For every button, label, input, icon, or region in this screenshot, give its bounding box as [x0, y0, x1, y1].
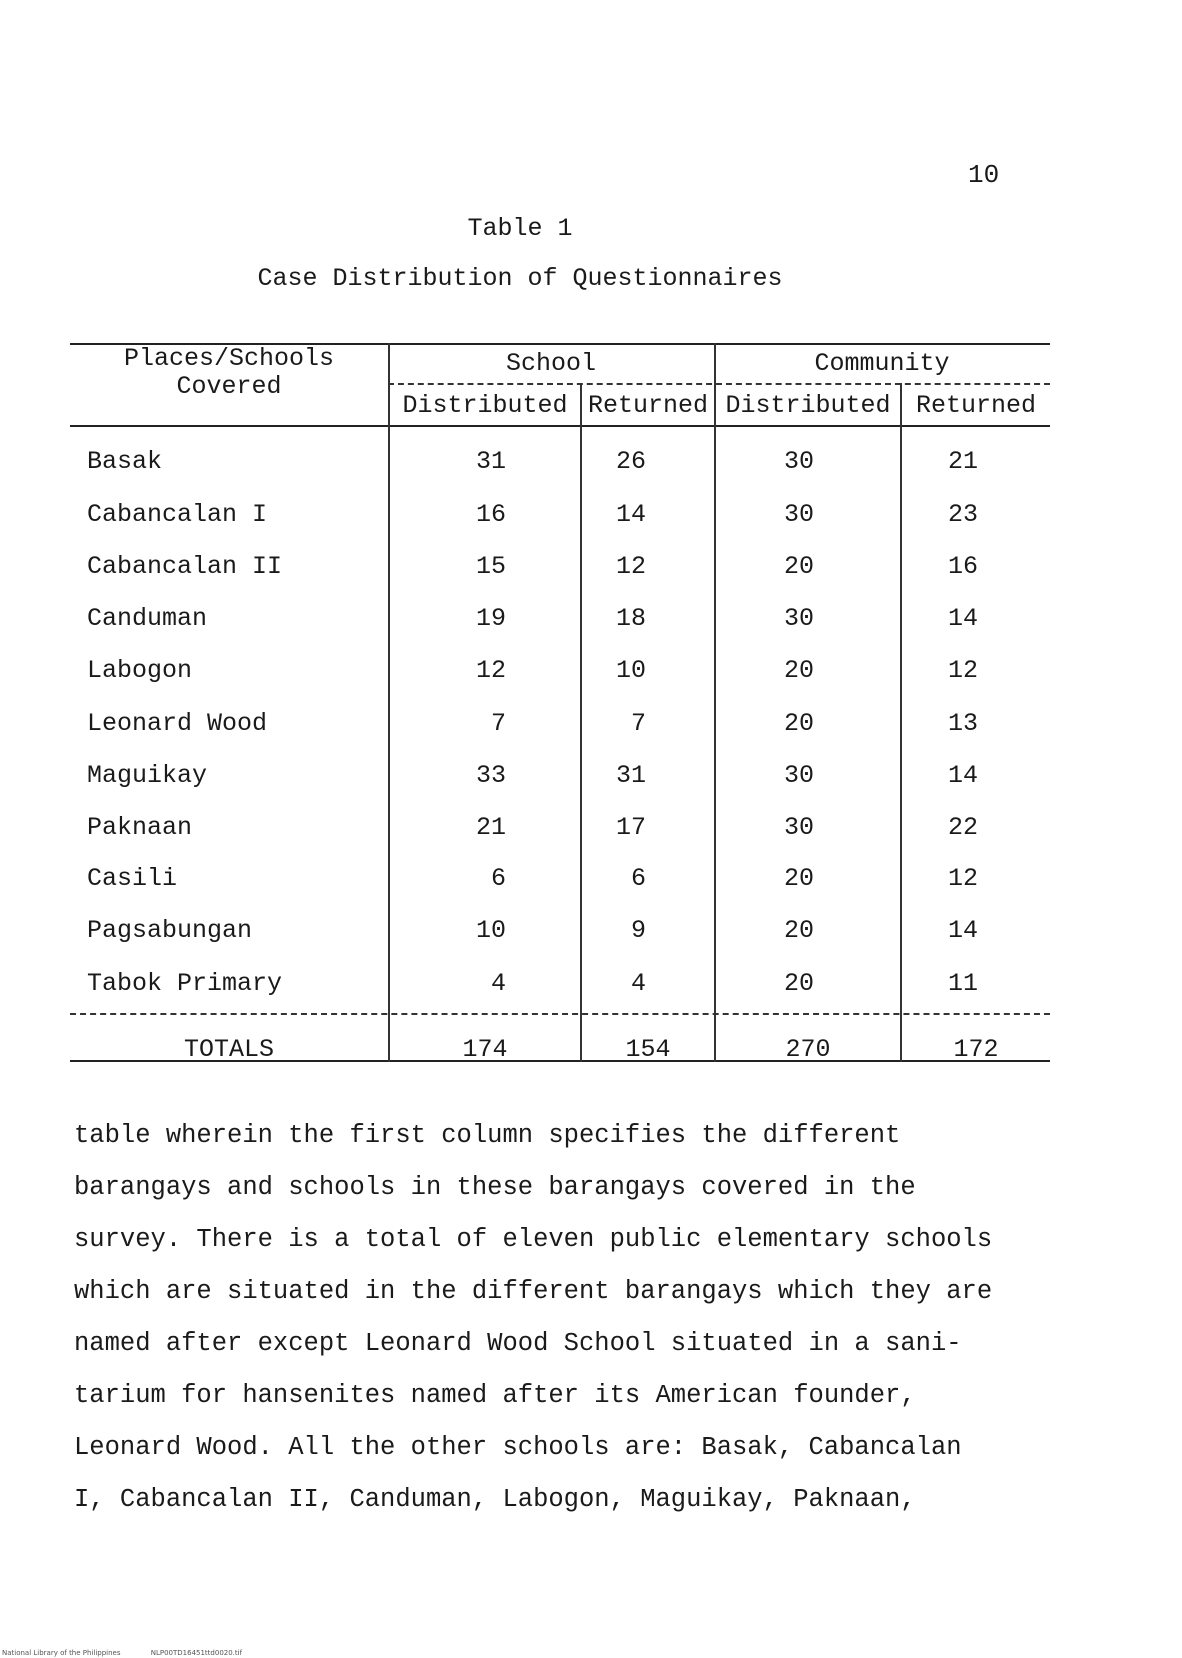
community-distributed-header: Distributed: [725, 391, 891, 420]
table-title: Case Distribution of Questionnaires: [257, 264, 783, 293]
school-distributed-cell: 15: [475, 552, 506, 581]
school-returned-cell: 12: [615, 552, 646, 581]
school-distributed-cell: 6: [490, 864, 506, 893]
community-returned-header: Returned: [915, 391, 1037, 420]
school-returned-cell: 18: [615, 604, 646, 633]
place-cell: Pagsabungan: [87, 916, 253, 945]
community-distributed-cell: 30: [783, 500, 814, 529]
school-returned-cell: 31: [615, 761, 646, 790]
table-row: [70, 447, 1050, 487]
paragraph-line: tarium for hansenites named after its American founder,: [74, 1381, 916, 1410]
place-cell: Basak: [87, 447, 163, 476]
school-distributed-cell: 10: [475, 916, 506, 945]
totals-top-rule: [70, 1013, 1050, 1015]
total-community-returned: 172: [953, 1035, 999, 1064]
community-distributed-cell: 20: [783, 864, 814, 893]
place-cell: Labogon: [87, 656, 193, 685]
total-school-distributed: 174: [462, 1035, 508, 1064]
community-returned-cell: 21: [947, 447, 978, 476]
community-returned-cell: 12: [947, 864, 978, 893]
places-header-line1: Places/Schools: [123, 344, 335, 373]
table-row: [70, 864, 1050, 904]
place-cell: Cabancalan II: [87, 552, 283, 581]
school-distributed-cell: 31: [475, 447, 506, 476]
community-distributed-cell: 20: [783, 916, 814, 945]
school-returned-cell: 10: [615, 656, 646, 685]
table-row: [70, 761, 1050, 801]
community-returned-cell: 14: [947, 604, 978, 633]
body-paragraph: [74, 1110, 1054, 1526]
community-distributed-cell: 30: [783, 604, 814, 633]
total-school-returned: 154: [625, 1035, 671, 1064]
community-returned-cell: 23: [947, 500, 978, 529]
group-header-rule: [388, 383, 1050, 385]
school-distributed-cell: 33: [475, 761, 506, 790]
table-row: [70, 709, 1050, 749]
table-row: [70, 656, 1050, 696]
place-cell: Cabancalan I: [87, 500, 268, 529]
school-distributed-cell: 12: [475, 656, 506, 685]
community-distributed-cell: 20: [783, 656, 814, 685]
school-returned-cell: 17: [615, 813, 646, 842]
school-distributed-cell: 21: [475, 813, 506, 842]
community-returned-cell: 22: [947, 813, 978, 842]
school-distributed-cell: 7: [490, 709, 506, 738]
community-distributed-cell: 30: [783, 761, 814, 790]
school-distributed-cell: 19: [475, 604, 506, 633]
paragraph-line: which are situated in the different barangays which they are: [74, 1277, 993, 1306]
header-bottom-rule: [70, 425, 1050, 427]
school-returned-cell: 14: [615, 500, 646, 529]
community-distributed-cell: 20: [783, 969, 814, 998]
school-distributed-cell: 16: [475, 500, 506, 529]
community-returned-cell: 12: [947, 656, 978, 685]
place-cell: Maguikay: [87, 761, 208, 790]
school-returned-cell: 9: [630, 916, 646, 945]
place-cell: Canduman: [87, 604, 208, 633]
footer-library: National Library of the Philippines: [2, 1649, 121, 1657]
school-header: School: [505, 349, 596, 378]
community-returned-cell: 13: [947, 709, 978, 738]
paragraph-line: I, Cabancalan II, Canduman, Labogon, Maguikay, Paknaan,: [74, 1485, 916, 1514]
paragraph-line: named after except Leonard Wood School situated in a sani-: [74, 1329, 962, 1358]
table-row: [70, 552, 1050, 592]
community-distributed-cell: 20: [783, 709, 814, 738]
place-cell: Tabok Primary: [87, 969, 283, 998]
total-community-distributed: 270: [785, 1035, 831, 1064]
place-cell: Paknaan: [87, 813, 193, 842]
school-returned-cell: 6: [630, 864, 646, 893]
page-number: 10: [968, 160, 1000, 190]
community-distributed-cell: 30: [783, 447, 814, 476]
school-returned-cell: 26: [615, 447, 646, 476]
places-header-line2: Covered: [176, 372, 282, 401]
place-cell: Casili: [87, 864, 178, 893]
community-distributed-cell: 30: [783, 813, 814, 842]
paragraph-line: survey. There is a total of eleven public elementary schools: [74, 1225, 993, 1254]
school-returned-cell: 4: [630, 969, 646, 998]
table-row: [70, 813, 1050, 853]
school-returned-header: Returned: [587, 391, 709, 420]
table-label: Table 1: [467, 214, 573, 243]
community-returned-cell: 14: [947, 761, 978, 790]
paragraph-line: barangays and schools in these barangays covered in the: [74, 1173, 916, 1202]
school-distributed-cell: 4: [490, 969, 506, 998]
totals-label: TOTALS: [183, 1035, 274, 1064]
scan-footer: [2, 1649, 270, 1657]
school-returned-cell: 7: [630, 709, 646, 738]
table-row: [70, 500, 1050, 540]
table-row: [70, 916, 1050, 956]
places-header: [70, 345, 388, 401]
community-distributed-cell: 20: [783, 552, 814, 581]
community-returned-cell: 11: [947, 969, 978, 998]
community-returned-cell: 16: [947, 552, 978, 581]
school-distributed-header: Distributed: [402, 391, 568, 420]
footer-file: NLP00TD16451ttd0020.tif: [150, 1649, 243, 1657]
place-cell: Leonard Wood: [87, 709, 268, 738]
table-row: [70, 969, 1050, 1009]
community-returned-cell: 14: [947, 916, 978, 945]
paragraph-line: table wherein the first column specifies the different: [74, 1121, 901, 1150]
paragraph-line: Leonard Wood. All the other schools are: Basak, Cabancalan: [74, 1433, 962, 1462]
community-header: Community: [814, 349, 950, 378]
table-row: [70, 604, 1050, 644]
